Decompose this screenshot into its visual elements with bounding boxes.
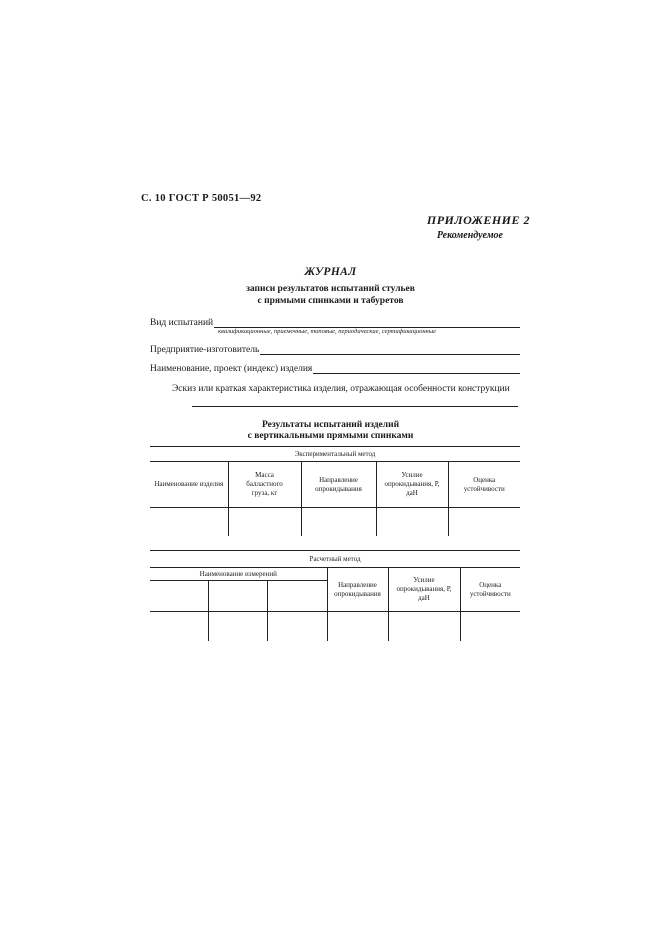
table-row: [150, 612, 520, 642]
journal-title: ЖУРНАЛ: [304, 266, 357, 278]
test-type-label: Вид испытаний: [150, 318, 214, 328]
table-cell[interactable]: [327, 612, 388, 642]
manufacturer-field: [150, 345, 520, 355]
calculated-method-label: Расчетный метод: [150, 551, 520, 568]
table-row: [150, 508, 520, 537]
table-cell[interactable]: [376, 508, 448, 537]
table-cell[interactable]: [267, 612, 327, 642]
test-type-blank[interactable]: [214, 318, 520, 328]
journal-subtitle-line1: записи результатов испытаний стульев: [246, 284, 415, 294]
col-tipping-force: Усилие опрокидывания, Р, даН: [376, 462, 448, 508]
table-cell[interactable]: [460, 612, 520, 642]
test-type-field: [150, 318, 520, 328]
table-cell[interactable]: [150, 612, 208, 642]
col-tipping-force: Усилие опрокидывания, Р, даН: [388, 568, 460, 612]
manufacturer-label: Предприятие-изготовитель: [150, 345, 260, 355]
table-cell[interactable]: [150, 508, 228, 537]
col-tipping-direction: Направление опрокидывания: [301, 462, 376, 508]
table-cell[interactable]: [388, 612, 460, 642]
measurement-subcolumn: [150, 581, 208, 612]
col-ballast-mass: Масса балластного груза, кг: [228, 462, 301, 508]
sketch-text: Эскиз или краткая характеристика изделия, отражающая особенности конструкции: [172, 384, 510, 394]
measurement-subcolumn: [208, 581, 267, 612]
results-title-line1: Результаты испытаний изделий: [261, 420, 400, 430]
results-title-line2: с вертикальными прямыми спинками: [247, 431, 414, 441]
col-tipping-direction: Направление опрокидывания: [327, 568, 388, 612]
sketch-field: [150, 383, 520, 397]
product-name-field: [150, 364, 520, 374]
measurements-header: Наименование измерений: [150, 568, 327, 581]
calculated-method-table: [150, 550, 520, 641]
appendix-title: ПРИЛОЖЕНИЕ 2: [426, 213, 530, 227]
experimental-method-label: Экспериментальный метод: [150, 447, 520, 462]
table-cell[interactable]: [208, 612, 267, 642]
table-cell[interactable]: [228, 508, 301, 537]
product-name-label: Наименование, проект (индекс) изделия: [150, 364, 313, 374]
col-stability-rating: Оценка устойчивости: [460, 568, 520, 612]
journal-subtitle-line2: с прямыми спинками и табуретов: [257, 296, 404, 306]
col-product-name: Наименование изделия: [150, 462, 228, 508]
appendix-status: Рекомендуемое: [436, 230, 503, 241]
measurement-subcolumn: [267, 581, 327, 612]
col-stability-rating: Оценка устойчивости: [448, 462, 520, 508]
table-cell[interactable]: [301, 508, 376, 537]
table-cell[interactable]: [448, 508, 520, 537]
page-reference: С. 10 ГОСТ Р 50051—92: [141, 193, 262, 204]
experimental-method-table: [150, 446, 520, 536]
product-name-blank[interactable]: [313, 364, 520, 374]
sketch-blank[interactable]: [192, 406, 518, 407]
test-types-note: квалификационные, приемочные, типовые, периодические, сертификационные: [218, 328, 437, 335]
manufacturer-blank[interactable]: [260, 345, 520, 355]
